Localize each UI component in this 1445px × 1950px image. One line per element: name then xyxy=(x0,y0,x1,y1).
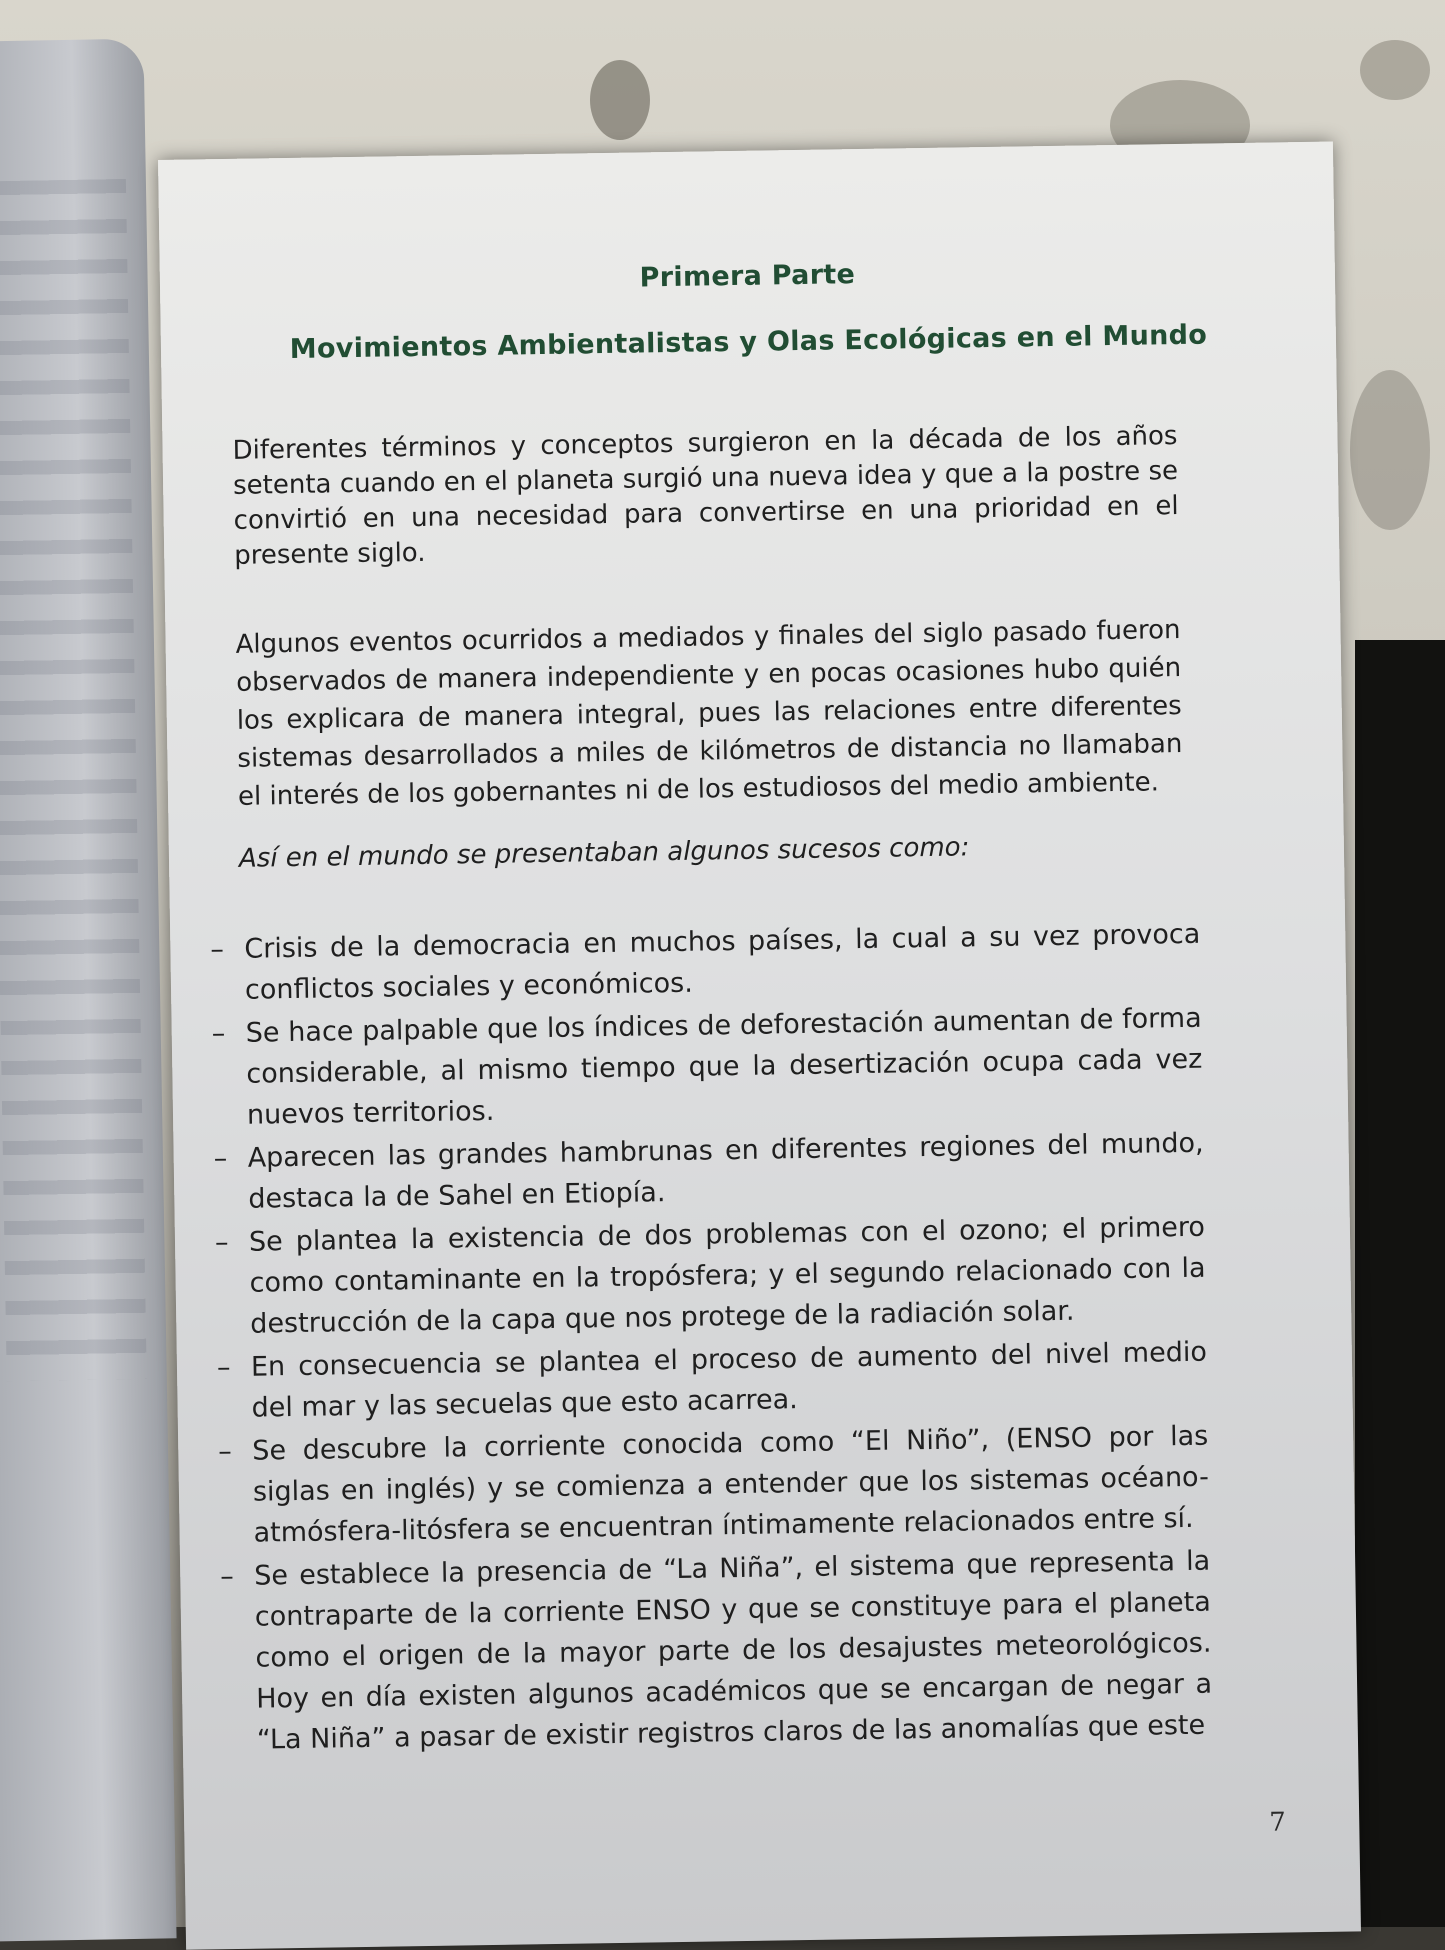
list-item xyxy=(213,1123,1204,1221)
list-item-text: Se descubre la corriente conocida como “El Niño”, (ENSO por las siglas en inglés) y se comienza a entender que los sistemas océano-atmósfera-litósfera se encuentran íntimamente relacionados entre sí. xyxy=(252,1420,1210,1549)
dark-background xyxy=(1355,640,1445,1927)
intro-italic: Así en el mundo se presentaban algunos sucesos como: xyxy=(238,832,970,874)
part-title: Primera Parte xyxy=(639,259,856,294)
list-item-text: Crisis de la democracia en muchos países, la cual a su vez provoca conflictos sociales y económicos. xyxy=(244,918,1201,1006)
book-page xyxy=(158,142,1361,1950)
dash-bullet: – xyxy=(210,934,225,966)
paragraph: Diferentes términos y conceptos surgieron en la década de los años setenta cuando en el planeta surgió una nueva idea y que a la postre se convirtió en una necesidad para convertirse en una prioridad en el presente siglo. xyxy=(232,421,1179,571)
list-item xyxy=(210,914,1201,1012)
paragraph: Algunos eventos ocurridos a mediados y finales del siglo pasado fueron observados de manera independiente y en pocas ocasiones hubo quién los explicara de manera integral, pues las relaciones entre diferentes sistemas desarrollados a miles de kilómetros de distancia no llamaban el interés de los gobernantes ni de los estudiosos del medio ambiente. xyxy=(235,614,1183,812)
bleed-through-text xyxy=(0,179,147,1381)
list-item-text: En consecuencia se plantea el proceso de aumento del nivel medio del mar y las secuelas que esto acarrea. xyxy=(250,1336,1208,1424)
events-list xyxy=(210,914,1213,1763)
page-number: 7 xyxy=(1269,1807,1287,1838)
stain xyxy=(1350,370,1430,530)
chapter-title: Movimientos Ambientalistas y Olas Ecológicas en el Mundo xyxy=(289,319,1208,365)
list-item-text: Se hace palpable que los índices de deforestación aumentan de forma considerable, al mismo tiempo que la desertización ocupa cada vez nuevos territorios. xyxy=(245,1002,1203,1131)
stain xyxy=(590,60,650,140)
dash-bullet: – xyxy=(218,1436,233,1468)
list-item-text: Se plantea la existencia de dos problemas con el ozono; el primero como contaminante en la tropósfera; y el segundo relacionado con la destrucción de la capa que nos protege de la radiación solar. xyxy=(248,1211,1206,1340)
dash-bullet: – xyxy=(213,1143,228,1175)
list-item xyxy=(215,1207,1207,1346)
list-item xyxy=(217,1332,1208,1430)
list-item-text: Se establece la presencia de “La Niña”, el sistema que representa la contraparte de la corriente ENSO y que se constituye para el planeta como el origen de la mayor parte de los desajustes meteorológicos. Hoy en día existen algunos académicos que se encargan de negar a “La Niña” a pasar de existir registros claros de las anomalías que este xyxy=(254,1545,1213,1756)
list-item xyxy=(218,1416,1210,1555)
dash-bullet: – xyxy=(216,1352,231,1384)
list-item-text: Aparecen las grandes hambrunas en diferentes regiones del mundo, destaca la de Sahel en Etiopía. xyxy=(247,1127,1204,1215)
list-item xyxy=(211,998,1203,1137)
dash-bullet: – xyxy=(211,1018,226,1050)
dash-bullet: – xyxy=(220,1560,235,1593)
dash-bullet: – xyxy=(214,1227,229,1259)
stain xyxy=(1360,40,1430,100)
list-item xyxy=(220,1541,1213,1762)
